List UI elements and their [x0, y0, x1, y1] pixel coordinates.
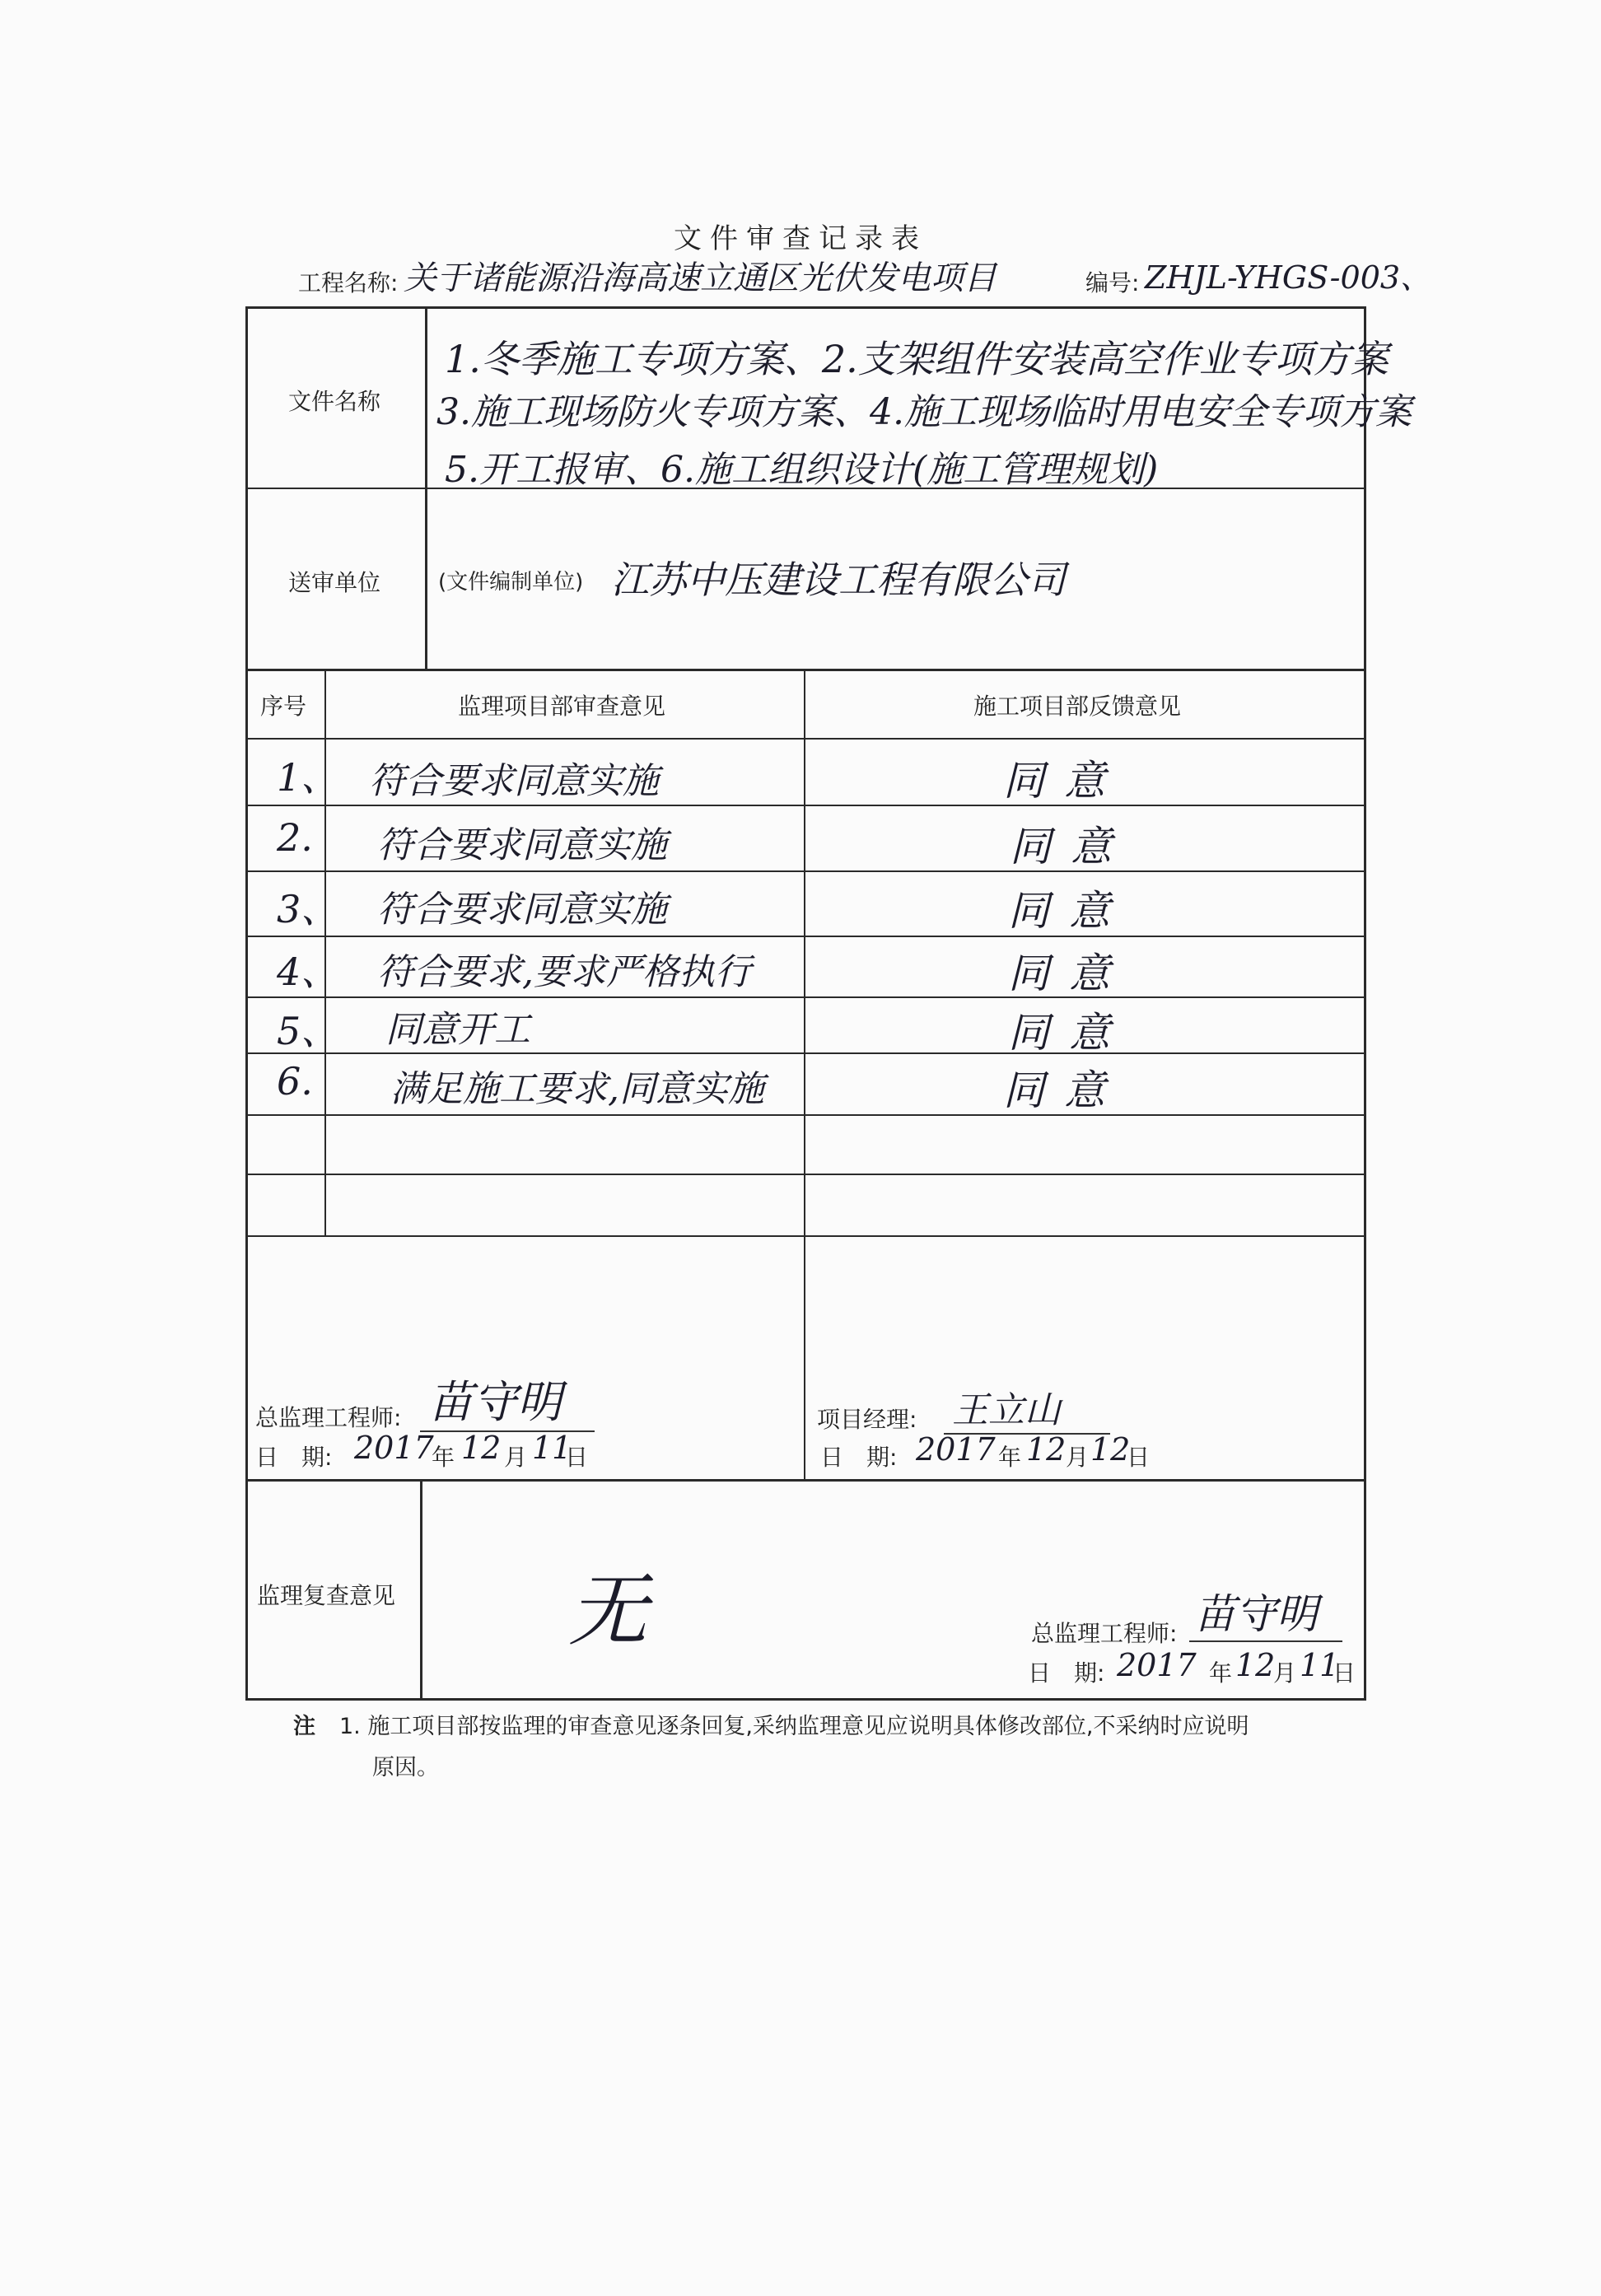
file-name-line-1: 1.冬季施工专项方案、2.支架组件安装高空作业专项方案 [445, 337, 1389, 381]
year-char: 年 [432, 1444, 455, 1471]
note-line-1: 1. 施工项目部按监理的审查意见逐条回复,采纳监理意见应说明具体修改部位,不采纳时应说明 [339, 1714, 1249, 1739]
row-number: 3、 [277, 887, 339, 931]
recheck-value: 无 [568, 1565, 647, 1657]
row-opinion: 满足施工要求,同意实施 [390, 1068, 764, 1110]
row-number: 5、 [277, 1009, 339, 1053]
chief-date-month: 12 [461, 1430, 502, 1466]
month-char: 月 [504, 1444, 528, 1471]
col-header-number: 序号 [260, 693, 307, 720]
pm-date-day: 12 [1090, 1431, 1131, 1468]
year-char: 年 [1209, 1659, 1233, 1687]
recheck-date-label: 日 期: [1028, 1659, 1105, 1687]
pm-date-month: 12 [1026, 1431, 1067, 1468]
form-title: 文件审查记录表 [674, 222, 927, 255]
note-prefix: 注 [293, 1714, 315, 1739]
row-number: 2. [277, 815, 313, 860]
code-label: 编号: [1085, 269, 1140, 296]
row-opinion: 同意开工 [385, 1009, 530, 1051]
row-number: 1、 [277, 755, 339, 800]
day-char: 日 [1127, 1444, 1151, 1471]
recheck-date-month: 12 [1235, 1647, 1276, 1683]
row-opinion: 符合要求同意实施 [369, 760, 659, 802]
submitter-prefix: (文件编制单位) [438, 570, 584, 595]
col-header-contractor-feedback: 施工项目部反馈意见 [973, 693, 1182, 720]
row-feedback: 同意 [1008, 887, 1130, 935]
day-char: 日 [565, 1444, 589, 1471]
row-feedback: 同意 [1008, 950, 1130, 997]
submitter-value: 江苏中压建设工程有限公司 [611, 558, 1066, 602]
recheck-date-year: 2017 [1117, 1647, 1197, 1683]
col-header-supervisor-opinion: 监理项目部审查意见 [458, 693, 666, 720]
row-number: 4、 [277, 950, 339, 994]
chief-engineer-signature: 苗守明 [420, 1367, 595, 1432]
chief-date-day: 11 [532, 1430, 572, 1466]
month-char: 月 [1066, 1444, 1090, 1471]
project-name-value: 关于诸能源沿海高速立通区光伏发电项目 [404, 259, 997, 297]
pm-date-year: 2017 [916, 1431, 996, 1468]
row-opinion: 符合要求,要求严格执行 [377, 951, 751, 993]
project-name-label: 工程名称: [298, 269, 399, 296]
row-opinion: 符合要求同意实施 [377, 889, 667, 931]
chief-engineer-label: 总监理工程师: [255, 1404, 402, 1431]
submitter-label: 送审单位 [288, 569, 381, 596]
chief-date-label: 日 期: [255, 1444, 333, 1471]
month-char: 月 [1273, 1659, 1297, 1687]
row-feedback: 同意 [1010, 823, 1132, 870]
day-char: 日 [1333, 1659, 1356, 1687]
chief-date-year: 2017 [354, 1430, 434, 1466]
code-value: ZHJL-YHGS-003、 [1145, 259, 1432, 296]
recheck-chief-label: 总监理工程师: [1031, 1620, 1178, 1647]
row-feedback: 同意 [1008, 1009, 1130, 1057]
year-char: 年 [998, 1444, 1022, 1471]
row-number: 6. [277, 1059, 313, 1104]
file-name-line-2: 3.施工现场防火专项方案、4.施工现场临时用电安全专项方案 [436, 391, 1412, 433]
project-manager-signature: 王立山 [944, 1380, 1110, 1435]
file-name-label: 文件名称 [288, 388, 381, 415]
recheck-chief-signature: 苗守明 [1189, 1581, 1342, 1642]
row-opinion: 符合要求同意实施 [377, 824, 667, 866]
pm-date-label: 日 期: [820, 1444, 898, 1471]
row-feedback: 同意 [1003, 757, 1125, 805]
recheck-label: 监理复查意见 [257, 1582, 396, 1609]
note-line-2: 原因。 [372, 1755, 439, 1780]
project-manager-label: 项目经理: [817, 1406, 917, 1433]
recheck-date-day: 11 [1300, 1647, 1340, 1683]
row-feedback: 同意 [1003, 1066, 1125, 1114]
file-name-line-3: 5.开工报审、6.施工组织设计(施工管理规划) [445, 449, 1159, 491]
